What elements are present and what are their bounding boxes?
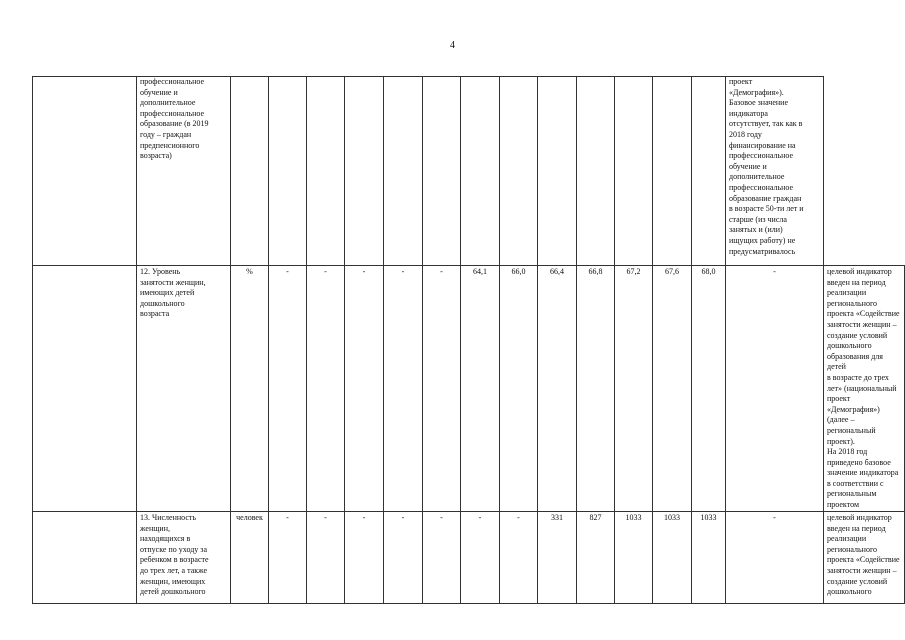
value-cell [461, 77, 500, 266]
value-cell: 67,6 [653, 266, 692, 512]
value-cell: 331 [538, 512, 577, 604]
value-cell: - [461, 512, 500, 604]
unit-cell: человек [231, 512, 269, 604]
value-cell: 67,2 [615, 266, 653, 512]
note-cell: целевой индикатор введен на период реализации регионального проекта «Содействие занятости женщин – создание условий дошкольного образования для детей в возрасте до трех лет» (национальный проект «Демография») (далее – региональный проект). На 2018 год приведено базовое значение индикатора в соответствии с региональным проектом [824, 266, 905, 512]
value-cell [345, 77, 384, 266]
value-cell: - [269, 512, 307, 604]
value-cell: - [307, 266, 345, 512]
value-cell: - [726, 266, 824, 512]
value-cell: 66,8 [577, 266, 615, 512]
value-cell: 1033 [615, 512, 653, 604]
note-cell: целевой индикатор введен на период реализации регионального проекта «Содействие занятости женщин – создание условий дошкольного [824, 512, 905, 604]
value-cell [653, 77, 692, 266]
unit-cell [231, 77, 269, 266]
table-row [33, 512, 905, 604]
value-cell: - [345, 512, 384, 604]
value-cell [269, 77, 307, 266]
value-cell [500, 77, 538, 266]
value-cell: - [423, 512, 461, 604]
value-cell: - [269, 266, 307, 512]
value-cell [307, 77, 345, 266]
indicator-cell: профессиональное обучение и дополнительное профессиональное образование (в 2019 году – граждан предпенсионного возраста) [137, 77, 231, 266]
page-number: 4 [450, 40, 455, 51]
value-cell: - [423, 266, 461, 512]
indicator-table [32, 76, 905, 604]
value-cell [423, 77, 461, 266]
row-number-cell [33, 77, 137, 266]
value-cell: 68,0 [692, 266, 726, 512]
indicator-cell: 12. Уровень занятости женщин, имеющих детей дошкольного возраста [137, 266, 231, 512]
value-cell [615, 77, 653, 266]
unit-cell: % [231, 266, 269, 512]
value-cell: - [345, 266, 384, 512]
value-cell: 827 [577, 512, 615, 604]
value-cell: 66,0 [500, 266, 538, 512]
value-cell: 1033 [692, 512, 726, 604]
note-cell: проект «Демография»). Базовое значение индикатора отсутствует, так как в 2018 году финансирование на профессиональное обучение и дополнительное профессиональное образование граждан в возрасте 50-ти лет и старше (из числа занятых и (или) ищущих работу) не предусматривалось [726, 77, 824, 266]
value-cell: 64,1 [461, 266, 500, 512]
row-number-cell [33, 266, 137, 512]
value-cell: - [384, 266, 423, 512]
value-cell: - [307, 512, 345, 604]
value-cell: - [500, 512, 538, 604]
value-cell: 66,4 [538, 266, 577, 512]
value-cell [384, 77, 423, 266]
value-cell [577, 77, 615, 266]
indicator-cell: 13. Численность женщин, находящихся в отпуске по уходу за ребенком в возрасте до трех лет, а также женщин, имеющих детей дошкольного [137, 512, 231, 604]
table-row [33, 77, 905, 266]
value-cell: 1033 [653, 512, 692, 604]
value-cell: - [726, 512, 824, 604]
value-cell [692, 77, 726, 266]
row-number-cell [33, 512, 137, 604]
value-cell: - [384, 512, 423, 604]
table-row [33, 266, 905, 512]
value-cell [538, 77, 577, 266]
